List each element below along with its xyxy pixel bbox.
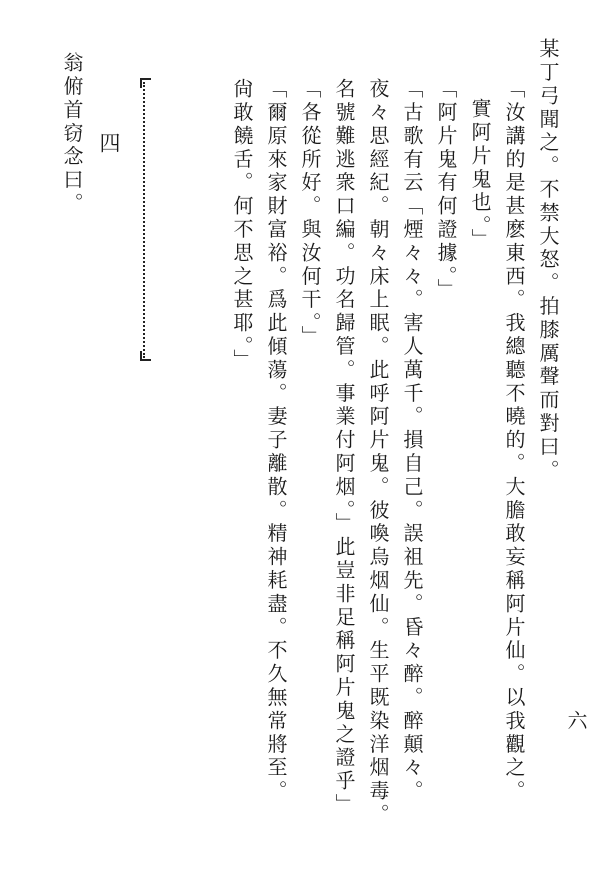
- text-column-7: 名號難逃衆口編。功名歸管。事業付阿烟。」此豈非足稱阿片鬼之證乎」: [332, 78, 356, 817]
- text-column-3: 實阿片鬼也。」: [468, 98, 492, 252]
- page-number: 六: [564, 710, 588, 730]
- text-column-8: 「各從所好。與汝何干。」: [298, 78, 322, 349]
- text-column-5: 「古歌有云「煙々々。害人萬千。損自己。誤祖先。昏々醉。醉顛々。: [400, 78, 424, 804]
- text-column-4: 「阿片鬼有何證據。」: [434, 78, 458, 302]
- box-bracket-top: [140, 78, 151, 88]
- text-column-2: 「汝講的是甚麽東西。我總聽不曉的。大膽敢妄稱阿片仙。以我觀之。: [502, 78, 526, 804]
- text-column-6: 夜々思經紀。朝々床上眠。此呼阿片鬼。彼喚烏烟仙。生平既染洋烟毒。: [366, 78, 390, 827]
- dotted-box-line: [143, 82, 145, 358]
- section-number: 四: [97, 132, 121, 153]
- box-bracket-bottom: [140, 351, 151, 361]
- text-column-10: 尙敢饒舌。何不思之甚耶。」: [230, 78, 254, 373]
- text-column-1: 某丁弓聞之。不禁大怒。拍膝厲聲而對曰。: [536, 38, 560, 483]
- text-column-9: 「爾原來家財富裕。爲此傾蕩。妻子離散。精神耗盡。不久無常將至。: [264, 78, 288, 804]
- text-column-11: 翁俯首窃念曰。: [60, 52, 84, 216]
